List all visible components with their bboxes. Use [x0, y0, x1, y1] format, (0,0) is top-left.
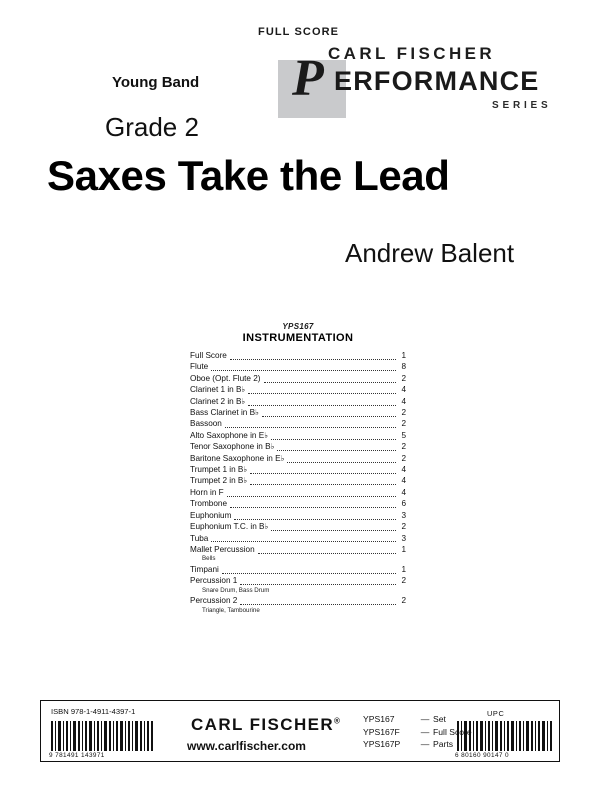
instrument-name: Alto Saxophone in E♭ — [190, 430, 269, 440]
instrument-quantity: 3 — [401, 510, 406, 520]
instrumentation-row — [190, 361, 406, 372]
instrumentation-row — [190, 407, 406, 418]
instrumentation-row — [190, 564, 406, 575]
instrumentation-row — [190, 418, 406, 429]
catalog-code-dash: — — [420, 714, 430, 724]
instrumentation-row — [190, 475, 406, 486]
dot-leader — [262, 409, 396, 417]
dot-leader — [264, 375, 396, 383]
dot-leader — [240, 597, 396, 605]
catalog-code-dash: — — [420, 739, 430, 749]
instrument-subnote: Bells — [202, 555, 216, 563]
isbn-barcode-digits: 9 781491 143971 — [49, 752, 105, 759]
instrumentation-row — [190, 350, 406, 361]
footer-publisher-text: CARL FISCHER — [191, 715, 335, 734]
instrument-name: Tuba — [190, 533, 209, 543]
dot-leader — [250, 466, 396, 474]
catalog-code: YPS167 — [282, 322, 314, 331]
upc-label: UPC — [487, 709, 505, 718]
dot-leader — [227, 489, 396, 497]
dot-leader — [250, 477, 396, 485]
instrument-quantity: 4 — [401, 476, 406, 486]
instrument-name: Clarinet 1 in B♭ — [190, 385, 246, 395]
instrument-quantity: 8 — [401, 362, 406, 372]
page-title: Saxes Take the Lead — [47, 152, 450, 199]
dot-leader — [287, 455, 396, 463]
dot-leader — [222, 566, 396, 574]
catalog-code-row — [363, 738, 472, 751]
instrument-quantity: 4 — [401, 465, 406, 475]
instrument-quantity: 1 — [401, 351, 406, 360]
dot-leader — [248, 398, 396, 406]
instrumentation-row — [190, 575, 406, 586]
instrument-quantity: 2 — [401, 453, 406, 463]
instrument-name: Timpani — [190, 564, 219, 574]
instrumentation-block — [190, 322, 406, 615]
instrumentation-row — [190, 441, 406, 452]
instrument-quantity: 2 — [401, 408, 406, 418]
catalog-code-row — [363, 726, 472, 739]
instrument-name: Horn in F — [190, 487, 224, 497]
instrumentation-row — [190, 373, 406, 384]
publisher-masthead — [286, 44, 576, 116]
instrument-subnote: Snare Drum, Bass Drum — [202, 586, 270, 594]
footer-box — [40, 700, 560, 762]
dot-leader — [271, 523, 396, 531]
instrumentation-row — [190, 396, 406, 407]
instrumentation-row — [190, 453, 406, 464]
instrumentation-row — [190, 498, 406, 509]
composer-name: Andrew Balent — [345, 238, 515, 268]
instrument-quantity: 2 — [401, 373, 406, 383]
instrument-quantity: 1 — [401, 564, 406, 574]
instrument-quantity: 2 — [401, 522, 406, 532]
series-label: SERIES — [492, 100, 552, 111]
instrument-name: Bass Clarinet in B♭ — [190, 408, 259, 418]
catalog-code-dash: — — [420, 726, 430, 737]
instrument-quantity: 4 — [401, 385, 406, 395]
instrument-name: Euphonium — [190, 510, 232, 520]
instrument-name: Flute — [190, 362, 209, 372]
dot-leader — [248, 386, 396, 394]
dot-leader — [240, 577, 396, 585]
catalog-code-kind: Set — [433, 714, 446, 724]
registered-mark: ® — [334, 716, 340, 726]
instrument-subnote: Triangle, Tambourine — [202, 606, 260, 614]
full-score-label: FULL SCORE — [258, 26, 340, 38]
catalog-code-row — [363, 713, 472, 726]
isbn-barcode — [51, 721, 155, 751]
instrumentation-row — [190, 595, 406, 606]
dot-leader — [230, 500, 396, 508]
catalog-code-kind: Full Score — [433, 726, 472, 737]
dot-leader — [211, 363, 396, 371]
publisher-name: CARL FISCHER — [328, 44, 496, 63]
instrumentation-list — [190, 350, 406, 615]
upc-barcode-digits: 6 80160 90147 0 — [455, 752, 509, 759]
footer-publisher-name — [191, 715, 340, 735]
grade-label: Grade 2 — [105, 112, 199, 142]
isbn-text: ISBN 978-1-4911-4397-1 — [51, 707, 136, 716]
instrument-quantity: 2 — [401, 596, 406, 606]
instrument-name: Bassoon — [190, 419, 222, 429]
instrument-quantity: 3 — [401, 533, 406, 543]
instrumentation-row — [190, 464, 406, 475]
instrument-name: Percussion 1 — [190, 576, 238, 586]
instrument-quantity: 4 — [401, 396, 406, 406]
instrument-name: Trombone — [190, 499, 228, 509]
dot-leader — [225, 420, 396, 428]
instrument-quantity: 5 — [401, 430, 406, 440]
instrument-quantity: 2 — [401, 442, 406, 452]
instrumentation-row — [190, 533, 406, 544]
instrumentation-heading: INSTRUMENTATION — [242, 332, 354, 344]
catalog-code-id: YPS167P — [363, 739, 401, 749]
instrumentation-row — [190, 521, 406, 532]
instrument-name: Clarinet 2 in B♭ — [190, 396, 246, 406]
instrument-quantity: 1 — [401, 544, 406, 554]
instrumentation-row — [190, 487, 406, 498]
instrument-name: Tenor Saxophone in B♭ — [190, 442, 275, 452]
instrument-quantity: 4 — [401, 487, 406, 497]
dot-leader — [258, 546, 396, 554]
instrument-name: Baritone Saxophone in E♭ — [190, 453, 285, 463]
instrument-name: Percussion 2 — [190, 596, 238, 606]
dot-leader — [271, 432, 396, 440]
instrument-name: Trumpet 1 in B♭ — [190, 465, 248, 475]
instrument-quantity: 2 — [401, 419, 406, 429]
dot-leader — [277, 443, 396, 451]
instrument-name: Euphonium T.C. in B♭ — [190, 522, 269, 532]
instrumentation-row — [190, 544, 406, 555]
ensemble-level: Young Band — [112, 74, 200, 91]
instrumentation-row — [190, 430, 406, 441]
dot-leader — [234, 512, 396, 520]
instrument-name: Oboe (Opt. Flute 2) — [190, 373, 261, 383]
performance-initial: P — [292, 50, 324, 107]
catalog-code-id: YPS167F — [363, 726, 400, 737]
instrument-quantity: 6 — [401, 499, 406, 509]
instrument-name: Trumpet 2 in B♭ — [190, 476, 248, 486]
instrument-name: Full Score — [190, 351, 227, 360]
performance-text: ERFORMANCE — [334, 66, 540, 96]
catalog-code-kind: Parts — [433, 739, 454, 749]
catalog-code-id: YPS167 — [363, 714, 395, 724]
instrument-quantity: 2 — [401, 576, 406, 586]
instrument-name: Mallet Percussion — [190, 544, 255, 554]
instrumentation-row — [190, 510, 406, 521]
instrumentation-row — [190, 384, 406, 395]
dot-leader — [211, 534, 396, 542]
dot-leader — [230, 352, 396, 360]
publisher-website[interactable]: www.carlfischer.com — [187, 739, 306, 753]
catalog-codes-list — [363, 713, 472, 751]
